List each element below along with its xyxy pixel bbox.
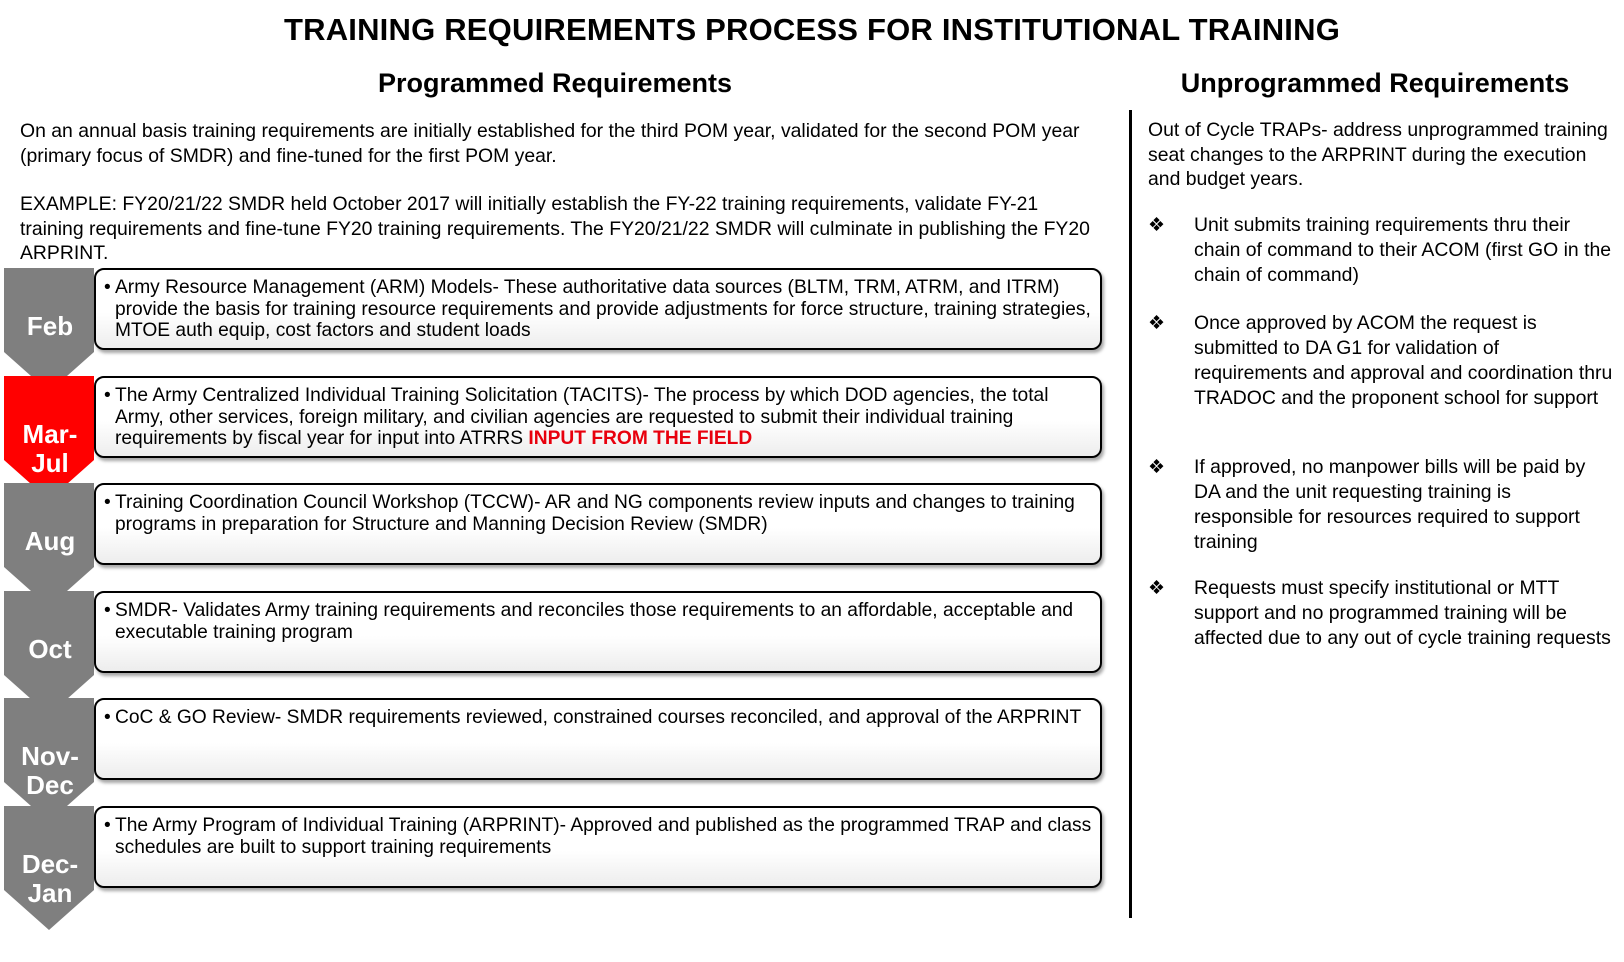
period-label: Feb (26, 311, 74, 341)
step-box (94, 806, 1102, 888)
bullet-icon: • (104, 277, 111, 298)
period-label: Oct (28, 634, 72, 664)
step-box (94, 591, 1102, 673)
bullet-icon: • (104, 492, 111, 513)
period-chevron (4, 806, 94, 930)
programmed-intro: On an annual basis training requirements are initially established for the third POM year, validated for the second POM year (primary focus of SMDR) and fine-tuned for the first POM year. (20, 120, 1080, 167)
step-box (94, 268, 1102, 350)
programmed-example: EXAMPLE: FY20/21/22 SMDR held October 2017 will initially establish the FY-22 training requirements, validate FY-21 training requirements and fine-tune FY20 training requirements. The FY20/21/22 SMDR will culminate in publishing the FY20 ARPRINT. (20, 193, 1090, 264)
step-box (94, 376, 1102, 458)
diamond-bullet-icon: ❖ (1148, 313, 1166, 334)
period-chevron (4, 268, 94, 392)
period-chevron (4, 483, 94, 607)
bullet-icon: • (104, 707, 111, 728)
step-text: • The Army Program of Individual Training (ARPRINT)- Approved and published as the programmed TRAP and class schedules are built to support training requirements (104, 815, 1092, 858)
bullet-icon: • (104, 815, 111, 836)
step-box (94, 483, 1102, 565)
period-chevron (4, 376, 94, 500)
period-label: Dec- Jan (21, 849, 79, 908)
unprogrammed-item-text: Requests must specify institutional or MTT support and no programmed training will be affected due to any out of cycle training requests (1194, 577, 1611, 649)
unprogrammed-intro: Out of Cycle TRAPs- address unprogrammed training seat changes to the ARPRINT during the execution and budget years. (1148, 119, 1608, 190)
step-box (94, 698, 1102, 780)
unprogrammed-heading: Unprogrammed Requirements (1180, 68, 1570, 98)
step-text: • The Army Centralized Individual Training Solicitation (TACITS)- The process by which DOD agencies, the total Army, other services, foreign military, and civilian agencies are requested to submit their individual training requirements by fiscal year for input into ATRRS INPUT FROM THE FIELD (104, 385, 1049, 449)
period-label: Mar- Jul (22, 419, 78, 478)
period-label: Nov- Dec (21, 741, 79, 800)
diamond-bullet-icon: ❖ (1148, 578, 1166, 599)
highlight-text: INPUT FROM THE FIELD (528, 428, 753, 449)
bullet-icon: • (104, 385, 111, 406)
diamond-bullet-icon: ❖ (1148, 457, 1166, 478)
period-label: Aug (24, 526, 76, 556)
step-text: • Army Resource Management (ARM) Models- These authoritative data sources (BLTM, TRM, ATRM, and ITRM) provide the basis for training resource requirements and provide adjustments for force structure, training strategies, MTOE auth equip, cost factors and student loads (104, 277, 1091, 341)
column-divider (1129, 110, 1132, 918)
unprogrammed-item-text: Unit submits training requirements thru their chain of command to their ACOM (first GO in the chain of command) (1194, 214, 1612, 286)
step-text: • SMDR- Validates Army training requirements and reconciles those requirements to an affordable, acceptable and executable training program (104, 600, 1074, 643)
bullet-icon: • (104, 600, 111, 621)
step-text: • Training Coordination Council Workshop (TCCW)- AR and NG components review inputs and changes to training programs in preparation for Structure and Manning Decision Review (SMDR) (104, 492, 1075, 535)
unprogrammed-item-text: Once approved by ACOM the request is submitted to DA G1 for validation of requirements and approval and coordination thru TRADOC and the proponent school for support (1194, 312, 1613, 409)
unprogrammed-item-text: If approved, no manpower bills will be paid by DA and the unit requesting training is responsible for resources required to support training (1194, 456, 1586, 553)
programmed-heading: Programmed Requirements (377, 68, 733, 98)
period-chevron (4, 591, 94, 715)
period-chevron (4, 698, 94, 822)
step-text: • CoC & GO Review- SMDR requirements reviewed, constrained courses reconciled, and approval of the ARPRINT (104, 707, 1082, 728)
page-title: TRAINING REQUIREMENTS PROCESS FOR INSTITUTIONAL TRAINING (283, 12, 1341, 47)
diamond-bullet-icon: ❖ (1148, 215, 1166, 236)
